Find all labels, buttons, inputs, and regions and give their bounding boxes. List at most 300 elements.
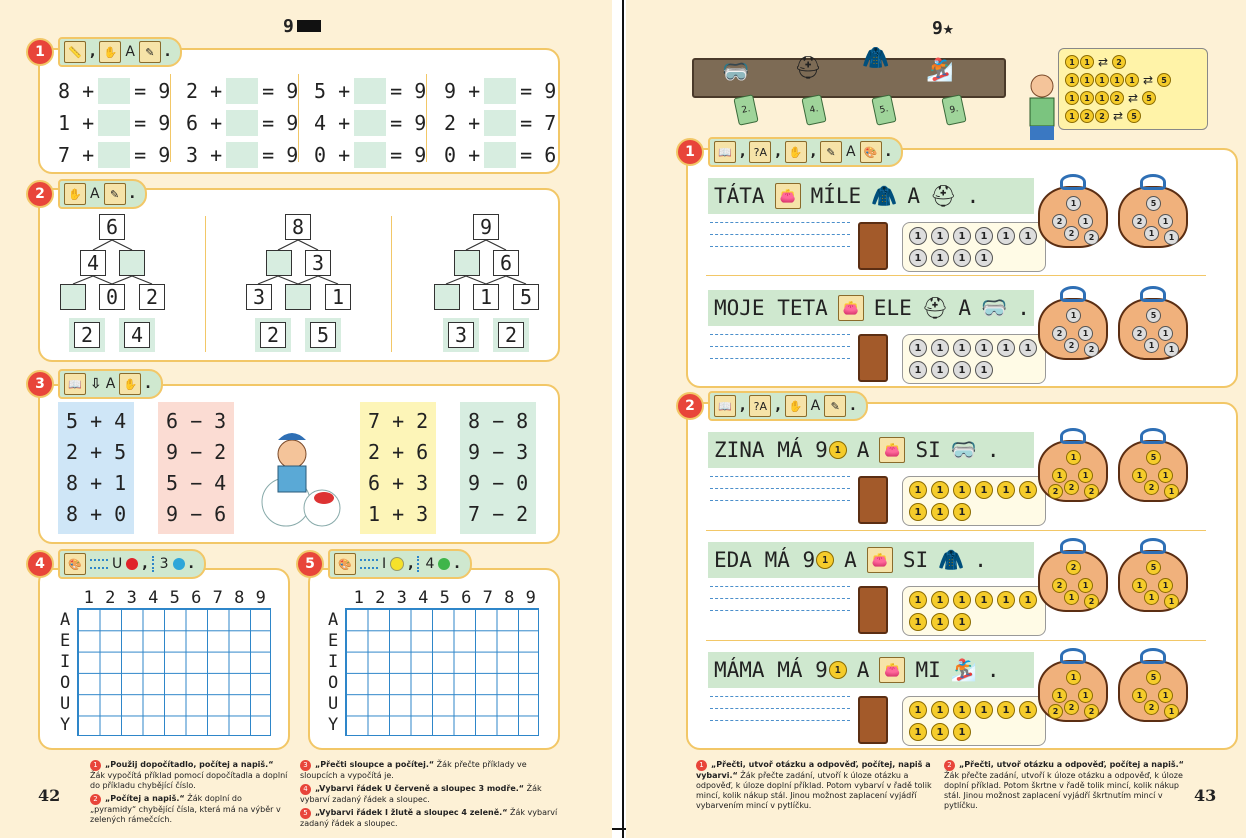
coin: 1 (1065, 109, 1079, 123)
answer-line[interactable] (710, 358, 850, 359)
row-icon (360, 559, 378, 569)
pyramid-cell: 9 (473, 214, 499, 240)
bag-coin[interactable]: 2 (1052, 214, 1067, 229)
grid-row-letter: O (328, 673, 339, 693)
coin[interactable]: 1 (953, 613, 971, 631)
task-word: A (844, 548, 857, 572)
column-expression: 2 + 5 (66, 440, 127, 464)
exercise-2-tab: 2 📖 , ?A , ✋ A ✎ . (676, 392, 868, 420)
bag-coin[interactable]: 1 (1158, 214, 1173, 229)
coin[interactable]: 1 (931, 723, 949, 741)
jacket-icon: 🧥 (871, 183, 898, 208)
answer-blank[interactable] (226, 142, 258, 168)
bag-coin[interactable]: 1 (1158, 578, 1173, 593)
answer-blank[interactable] (484, 78, 516, 104)
coin[interactable]: 1 (909, 339, 927, 357)
coin[interactable]: 1 (953, 481, 971, 499)
bag-coin[interactable]: 2 (1052, 578, 1067, 593)
bag-coin[interactable]: 1 (1078, 214, 1093, 229)
coin[interactable]: 1 (931, 613, 949, 631)
grid-column-number: 6 (461, 588, 472, 608)
pyramid-blank[interactable] (266, 250, 292, 276)
grid-column-number: 9 (255, 588, 266, 608)
exchange-arrows-icon: ⇄ (1143, 73, 1154, 87)
palette-icon: 🎨 (860, 141, 882, 163)
coin[interactable]: 1 (931, 591, 949, 609)
question-answer-icon: ?A (749, 141, 771, 163)
task-word: . (966, 184, 980, 208)
teacher-notes-left-a (90, 760, 290, 828)
note-number: 2 (944, 760, 955, 771)
note-number: 1 (90, 760, 101, 771)
bag-coin[interactable]: 2 (1084, 230, 1099, 245)
question-answer-icon: ?A (749, 395, 771, 417)
answer-line[interactable] (710, 720, 850, 721)
tab-a: A (105, 376, 116, 392)
column-number: 4 (425, 556, 435, 572)
pyramid-blank[interactable] (434, 284, 460, 310)
helmet-icon: ⛑ (929, 183, 957, 208)
teacher-notes-left-b (300, 760, 560, 832)
coin[interactable]: 1 (953, 339, 971, 357)
result: = 9 (134, 143, 171, 167)
task-word-group (714, 438, 847, 462)
column-expression: 7 + 2 (368, 409, 429, 433)
money-bag[interactable] (1118, 174, 1188, 248)
purse-icon: 👛 (879, 657, 905, 683)
bag-coin[interactable]: 2 (1084, 594, 1099, 609)
money-bag[interactable] (1038, 648, 1108, 722)
money-bag[interactable] (1118, 428, 1188, 502)
grid-4-row-letters (60, 610, 70, 736)
hand-icon: ✋ (119, 373, 141, 395)
equation (186, 142, 298, 168)
result: = 9 (262, 79, 299, 103)
money-bag[interactable] (1118, 538, 1188, 612)
pencil-icon: ✎ (824, 395, 846, 417)
task-word: A (856, 438, 870, 462)
money-bag[interactable] (1038, 286, 1108, 360)
column-expression: 5 − 4 (166, 471, 227, 495)
coin: 1 (1080, 91, 1094, 105)
right-page (626, 0, 1246, 838)
bag-coin[interactable]: 1 (1064, 590, 1079, 605)
column-expression: 6 + 3 (368, 471, 429, 495)
bag-coin[interactable]: 1 (1066, 196, 1081, 211)
bag-coin[interactable]: 1 (1078, 326, 1093, 341)
bag-coin[interactable]: 2 (1052, 326, 1067, 341)
bag-coin[interactable]: 1 (1144, 338, 1159, 353)
arrow-down-icon: ⇩ (90, 376, 102, 392)
purse-icon: 👛 (775, 183, 801, 209)
task-word-group (714, 658, 847, 682)
column-3 (360, 402, 436, 534)
equation (444, 110, 556, 136)
coin: 5 (1127, 109, 1141, 123)
grid-5-column-numbers (348, 588, 542, 608)
note-instruction: „Přečti, utvoř otázku a odpověď, počítej, napiš a vybarvi.“ (696, 760, 931, 780)
bag-coin[interactable]: 1 (1132, 688, 1147, 703)
coin[interactable]: 1 (909, 723, 927, 741)
grid-column-number: 8 (234, 588, 245, 608)
option-box (119, 318, 155, 352)
answer-line[interactable] (710, 234, 850, 235)
bag-coin[interactable]: 1 (1132, 578, 1147, 593)
teacher-note (300, 784, 560, 805)
coin[interactable]: 1 (975, 227, 993, 245)
column-expression: 6 − 3 (166, 409, 227, 433)
color-grid-5[interactable] (345, 608, 539, 736)
coin[interactable]: 1 (909, 249, 927, 267)
coin[interactable]: 1 (909, 227, 927, 245)
grid-column-number: 5 (439, 588, 450, 608)
coin[interactable]: 1 (931, 361, 949, 379)
grid-row-letter: U (60, 694, 71, 714)
bag-coin[interactable]: 1 (1158, 688, 1173, 703)
bag-coin[interactable]: 2 (1132, 214, 1147, 229)
coin[interactable]: 1 (909, 591, 927, 609)
pyramid-cell: 2 (139, 284, 165, 310)
grid-row-letter: I (60, 652, 71, 672)
bag-coin[interactable]: 1 (1164, 704, 1179, 719)
task-word: ELE (873, 296, 912, 320)
answer-line[interactable] (710, 610, 850, 611)
result: = 9 (390, 79, 427, 103)
teacher-note (300, 760, 560, 781)
pyramid-cell: 3 (246, 284, 272, 310)
coin[interactable]: 1 (931, 701, 949, 719)
exercise-number: 5 (296, 550, 324, 578)
answer-blank[interactable] (98, 78, 130, 104)
money-bag[interactable] (1038, 428, 1108, 502)
task-word: . (974, 548, 987, 572)
answer-line[interactable] (710, 222, 850, 223)
green-dot-icon (438, 558, 450, 570)
coin[interactable]: 1 (997, 227, 1015, 245)
coin-row[interactable] (902, 586, 1046, 636)
answer-line[interactable] (710, 708, 850, 709)
bag-coin[interactable]: 2 (1066, 560, 1081, 575)
tab-a: A (90, 186, 100, 202)
pyramid-blank[interactable] (285, 284, 311, 310)
note-text: Žák vypočítá příklad pomocí dopočítadla a doplní do příkladu chybějící číslo. (90, 771, 288, 790)
bag-coin[interactable]: 2 (1144, 480, 1159, 495)
task-word-group (714, 548, 834, 572)
grid-4-column-numbers (78, 588, 272, 608)
note-instruction: „Přečti sloupce a počítej.“ (315, 760, 435, 769)
bag-coin[interactable]: 1 (1144, 226, 1159, 241)
money-bag[interactable] (1118, 286, 1188, 360)
task-sentence (708, 178, 1034, 214)
note-instruction: „Přečti, utvoř otázku a odpověď, počítej a napiš.“ (959, 760, 1184, 769)
coin-row[interactable] (902, 222, 1046, 272)
coin[interactable]: 1 (975, 361, 993, 379)
palette-icon: 🎨 (334, 553, 356, 575)
grid-column-number: 1 (353, 588, 364, 608)
coin: 1 (1080, 55, 1094, 69)
answer-blank[interactable] (98, 110, 130, 136)
bag-coin[interactable]: 2 (1048, 704, 1063, 719)
bag-coin[interactable]: 1 (1164, 484, 1179, 499)
pyramid-blank[interactable] (454, 250, 480, 276)
bag-coin[interactable]: 1 (1066, 308, 1081, 323)
coin[interactable]: 1 (909, 361, 927, 379)
hand-icon: ✋ (99, 41, 121, 63)
coin[interactable]: 1 (909, 481, 927, 499)
bag-coin[interactable]: 2 (1084, 484, 1099, 499)
answer-line[interactable] (710, 246, 850, 247)
coin: 2 (1095, 109, 1109, 123)
task-word: . (986, 438, 1000, 462)
coin[interactable]: 1 (975, 481, 993, 499)
bag-coin[interactable]: 1 (1158, 326, 1173, 341)
row-icon (90, 559, 108, 569)
coin: 2 (1110, 91, 1124, 105)
grid-row-letter: O (60, 673, 71, 693)
hand-icon: ✋ (785, 141, 807, 163)
column-expression: 9 − 6 (166, 502, 227, 526)
note-number: 1 (696, 760, 707, 771)
coin: 1 (1110, 73, 1124, 87)
bag-coin[interactable]: 2 (1064, 480, 1079, 495)
option-number: 3 (448, 322, 474, 348)
bag-coin[interactable]: 5 (1146, 670, 1161, 685)
bag-coin[interactable]: 2 (1064, 226, 1079, 241)
bag-coin[interactable]: 2 (1048, 484, 1063, 499)
coin[interactable]: 1 (953, 591, 971, 609)
bag-coin[interactable]: 1 (1164, 342, 1179, 357)
left-page (0, 0, 612, 838)
result: = 9 (390, 143, 427, 167)
column-expression: 9 − 2 (166, 440, 227, 464)
coin[interactable]: 1 (975, 249, 993, 267)
coin[interactable]: 1 (931, 227, 949, 245)
exercise-number: 2 (26, 180, 54, 208)
column-expression: 9 − 0 (468, 471, 529, 495)
coin: 1 (1095, 91, 1109, 105)
coin[interactable]: 1 (997, 591, 1015, 609)
answer-blank[interactable] (226, 78, 258, 104)
column-2 (158, 402, 234, 534)
answer-line[interactable] (710, 586, 850, 587)
coin: 2 (1112, 55, 1126, 69)
pyramid-cell: 1 (325, 284, 351, 310)
answer-line[interactable] (710, 346, 850, 347)
coin[interactable]: 1 (1019, 339, 1037, 357)
bag-coin[interactable]: 1 (1132, 468, 1147, 483)
addend: 1 + (58, 111, 95, 135)
bag-coin[interactable]: 1 (1078, 688, 1093, 703)
task-word: . (986, 658, 1000, 682)
pyramid-blank[interactable] (60, 284, 86, 310)
wallet-icon (858, 586, 888, 634)
wallet-icon (858, 476, 888, 524)
result: = 9 (262, 143, 299, 167)
coin[interactable]: 1 (909, 613, 927, 631)
bag-coin[interactable]: 1 (1144, 590, 1159, 605)
coin[interactable]: 1 (931, 249, 949, 267)
result: = 9 (520, 79, 557, 103)
pyramid-cell: 6 (99, 214, 125, 240)
pencil-icon: ✎ (104, 183, 126, 205)
bag-coin[interactable]: 2 (1144, 700, 1159, 715)
equation (186, 110, 298, 136)
bag-coin[interactable]: 2 (1084, 704, 1099, 719)
answer-blank[interactable] (354, 110, 386, 136)
task-word: SI (915, 438, 941, 462)
money-bag[interactable] (1038, 174, 1108, 248)
coin-row[interactable] (902, 476, 1046, 526)
grid-column-number: 7 (212, 588, 223, 608)
answer-line[interactable] (710, 696, 850, 697)
exercise-5-tab: 5 🎨 I , 4 . (296, 550, 472, 578)
price-tag: 2. (733, 94, 758, 126)
grid-column-number: 3 (126, 588, 137, 608)
coin-row[interactable] (902, 334, 1046, 384)
bag-coin[interactable]: 1 (1078, 578, 1093, 593)
color-grid-4[interactable] (77, 608, 271, 736)
result: = 9 (262, 111, 299, 135)
price-tag: 4. (801, 94, 826, 126)
coin-row[interactable] (902, 696, 1046, 746)
option-box (255, 318, 291, 352)
coin[interactable]: 1 (909, 503, 927, 521)
answer-blank[interactable] (354, 78, 386, 104)
pyramid-cell: 5 (513, 284, 539, 310)
coin[interactable]: 1 (953, 701, 971, 719)
answer-blank[interactable] (98, 142, 130, 168)
equation (314, 78, 426, 104)
bag-coin[interactable]: 1 (1052, 468, 1067, 483)
star-icon: ★ (942, 18, 954, 39)
column-expression: 7 − 2 (468, 502, 529, 526)
coin[interactable]: 1 (975, 701, 993, 719)
bag-coin[interactable]: 5 (1146, 450, 1161, 465)
note-instruction: „Vybarvi řádek U červeně a sloupec 3 modře.“ (315, 784, 525, 793)
coin[interactable]: 1 (1019, 481, 1037, 499)
coin[interactable]: 1 (1019, 591, 1037, 609)
note-number: 4 (300, 784, 311, 795)
grid-column-number: 9 (525, 588, 536, 608)
note-number: 2 (90, 794, 101, 805)
money-bag[interactable] (1038, 538, 1108, 612)
grid-column-number: 4 (148, 588, 159, 608)
note-text: Žák vybarví zadaný řádek a sloupec. (300, 784, 542, 804)
coin[interactable]: 1 (975, 591, 993, 609)
column-expression: 8 + 0 (66, 502, 127, 526)
pyramid-cell: 3 (305, 250, 331, 276)
answer-line[interactable] (710, 476, 850, 477)
coin[interactable]: 1 (997, 339, 1015, 357)
coin[interactable]: 1 (1019, 701, 1037, 719)
blue-dot-icon (173, 558, 185, 570)
bag-coin[interactable]: 5 (1146, 308, 1161, 323)
column-expression: 2 + 6 (368, 440, 429, 464)
option-number: 5 (310, 322, 336, 348)
coin[interactable]: 1 (909, 701, 927, 719)
bag-coin[interactable]: 2 (1132, 326, 1147, 341)
bag-coin[interactable]: 1 (1052, 688, 1067, 703)
note-text: Žák přečte příklady ve sloupcích a vypočítá je. (300, 760, 527, 780)
bag-coin[interactable]: 2 (1064, 700, 1079, 715)
task-word: . (1017, 296, 1030, 320)
answer-line[interactable] (710, 500, 850, 501)
row-letter: I (382, 556, 387, 572)
bag-coin[interactable]: 5 (1146, 560, 1161, 575)
answer-blank[interactable] (484, 110, 516, 136)
task-word: TÁTA (714, 184, 765, 208)
coin[interactable]: 1 (953, 361, 971, 379)
option-number: 2 (260, 322, 286, 348)
coin[interactable]: 1 (953, 723, 971, 741)
result: = 9 (134, 111, 171, 135)
bag-coin[interactable]: 1 (1066, 450, 1081, 465)
purse-icon: 👛 (838, 295, 864, 321)
coin[interactable]: 1 (931, 481, 949, 499)
bag-coin[interactable]: 1 (1164, 230, 1179, 245)
exchange-arrows-icon: ⇄ (1128, 91, 1139, 105)
coin: 2 (1080, 109, 1094, 123)
addend: 5 + (314, 79, 351, 103)
bag-coin[interactable]: 5 (1146, 196, 1161, 211)
answer-line[interactable] (710, 334, 850, 335)
pyramid-blank[interactable] (119, 250, 145, 276)
option-box (69, 318, 105, 352)
wallet-icon (858, 696, 888, 744)
coin[interactable]: 1 (997, 701, 1015, 719)
coin[interactable]: 1 (953, 227, 971, 245)
grid-column-number: 4 (418, 588, 429, 608)
coin: 1 (1065, 55, 1079, 69)
coin[interactable]: 1 (953, 249, 971, 267)
bag-coin[interactable]: 1 (1078, 468, 1093, 483)
bag-coin[interactable]: 1 (1158, 468, 1173, 483)
bag-coin[interactable]: 1 (1066, 670, 1081, 685)
answer-blank[interactable] (226, 110, 258, 136)
answer-blank[interactable] (354, 142, 386, 168)
note-instruction: „Počítej a napiš.“ (105, 794, 185, 803)
coin[interactable]: 1 (953, 503, 971, 521)
grid-column-number: 2 (375, 588, 386, 608)
addend: 7 + (58, 143, 95, 167)
addend: 0 + (314, 143, 351, 167)
exchange-row (1065, 89, 1201, 107)
coin[interactable]: 1 (997, 481, 1015, 499)
bag-coin[interactable]: 2 (1064, 338, 1079, 353)
exercise-3-tab: 3 📖 ⇩ A ✋ . (26, 370, 163, 398)
addend: 4 + (314, 111, 351, 135)
exchange-row (1065, 107, 1201, 125)
money-bag[interactable] (1118, 648, 1188, 722)
bag-coin[interactable]: 2 (1084, 342, 1099, 357)
grid-column-number: 5 (169, 588, 180, 608)
wallet-icon (858, 334, 888, 382)
column-icon (417, 556, 421, 572)
answer-blank[interactable] (484, 142, 516, 168)
coin[interactable]: 1 (1019, 227, 1037, 245)
bag-coin[interactable]: 1 (1164, 594, 1179, 609)
equation (314, 110, 426, 136)
coin[interactable]: 1 (931, 503, 949, 521)
coin[interactable]: 1 (931, 339, 949, 357)
coin[interactable]: 1 (975, 339, 993, 357)
jacket-icon: 🧥 (938, 547, 965, 572)
teacher-notes-right-b (944, 760, 1184, 814)
helmet-icon: ⛑ (794, 56, 822, 81)
exchange-row (1065, 53, 1201, 71)
answer-line[interactable] (710, 488, 850, 489)
answer-line[interactable] (710, 598, 850, 599)
